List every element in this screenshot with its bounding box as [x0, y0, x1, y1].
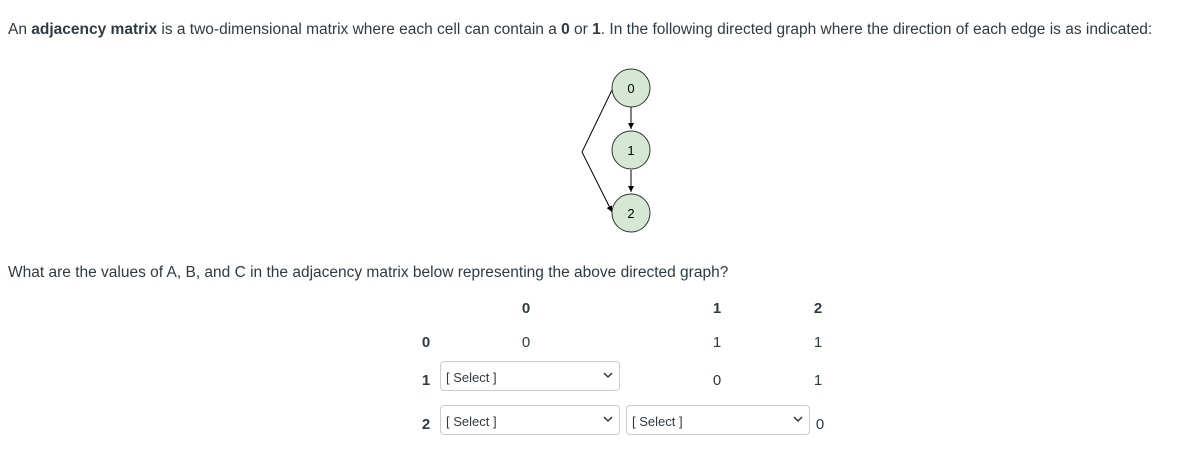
row-header-2: 2: [421, 416, 431, 433]
svg-text:2: 2: [627, 206, 635, 221]
graph-node-0: [612, 69, 650, 107]
cell-0-1: 1: [712, 334, 722, 351]
directed-graph: [560, 60, 670, 240]
chevron-down-icon: [603, 370, 613, 380]
cell-0-2: 1: [813, 334, 823, 351]
select-cell-2-1[interactable]: [626, 405, 810, 435]
select-cell-1-0[interactable]: [440, 361, 620, 391]
chevron-down-icon: [793, 414, 803, 424]
row-header-1: 1: [421, 372, 431, 389]
graph-node-1: [612, 131, 650, 169]
col-header-0: 0: [521, 300, 531, 317]
cell-0-0: 0: [521, 334, 531, 351]
col-header-2: 2: [813, 300, 823, 317]
cell-1-2: 1: [813, 372, 823, 389]
col-header-1: 1: [712, 300, 722, 317]
select-placeholder: [ Select ]: [632, 414, 683, 429]
svg-text:1: 1: [627, 143, 635, 158]
cell-2-2: 0: [815, 416, 825, 433]
edge-0-2: [582, 90, 612, 212]
row-header-0: 0: [421, 334, 431, 351]
svg-text:0: 0: [627, 81, 635, 96]
intro-text: An adjacency matrix is a two-dimensional matrix where each cell can contain a 0 or 1. In the following directed graph where the direction of each edge is as indicated:: [8, 21, 1153, 38]
select-cell-2-0[interactable]: [440, 405, 620, 435]
graph-node-2: [612, 194, 650, 232]
select-placeholder: [ Select ]: [446, 370, 497, 385]
chevron-down-icon: [603, 414, 613, 424]
question-text: What are the values of A, B, and C in the adjacency matrix below representing the above directed graph?: [8, 264, 729, 281]
select-placeholder: [ Select ]: [446, 414, 497, 429]
cell-1-1: 0: [712, 372, 722, 389]
adjacency-matrix-term: adjacency matrix: [31, 21, 158, 38]
